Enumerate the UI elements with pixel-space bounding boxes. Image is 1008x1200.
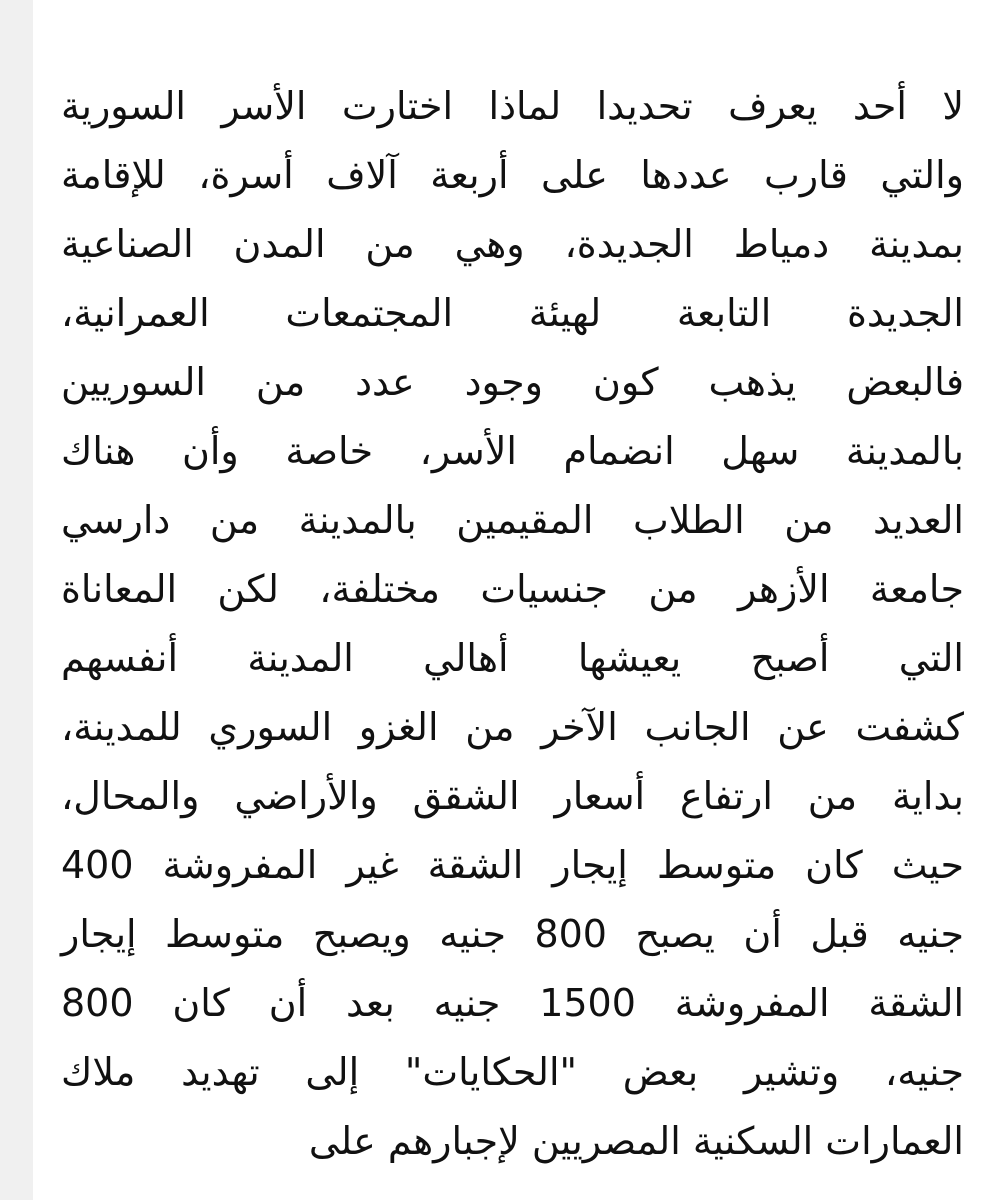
article-line-10: كشفت عن الجانب الآخر من الغزو السوري للمدينة،	[61, 705, 964, 749]
article-line-3: بمدينة دمياط الجديدة، وهي من المدن الصناعية	[61, 222, 964, 266]
article-line-8: جامعة الأزهر من جنسيات مختلفة، لكن المعاناة	[61, 567, 964, 611]
article-line-9: التي أصبح يعيشها أهالي المدينة أنفسهم	[61, 636, 964, 680]
article-line-12: حيث كان متوسط إيجار الشقة غير المفروشة 400	[61, 843, 964, 887]
article-page	[33, 0, 1008, 1200]
article-line-1: لا أحد يعرف تحديدا لماذا اختارت الأسر السورية	[61, 84, 964, 128]
article-body	[61, 72, 964, 1176]
article-line-15: جنيه، وتشير بعض "الحكايات" إلى تهديد ملاك	[61, 1050, 964, 1094]
article-line-6: بالمدينة سهل انضمام الأسر، خاصة وأن هناك	[61, 429, 964, 473]
article-line-4: الجديدة التابعة لهيئة المجتمعات العمرانية،	[61, 291, 964, 335]
article-line-2: والتي قارب عددها على أربعة آلاف أسرة، للإقامة	[61, 153, 964, 197]
article-line-13: جنيه قبل أن يصبح 800 جنيه ويصبح متوسط إيجار	[61, 912, 964, 956]
article-line-11: بداية من ارتفاع أسعار الشقق والأراضي والمحال،	[61, 774, 964, 818]
article-line-5: فالبعض يذهب كون وجود عدد من السوريين	[61, 360, 964, 404]
article-line-14: الشقة المفروشة 1500 جنيه بعد أن كان 800	[61, 981, 964, 1025]
article-line-7: العديد من الطلاب المقيمين بالمدينة من دارسي	[61, 498, 964, 542]
article-line-16: العمارات السكنية المصريين لإجبارهم على	[308, 1119, 964, 1163]
